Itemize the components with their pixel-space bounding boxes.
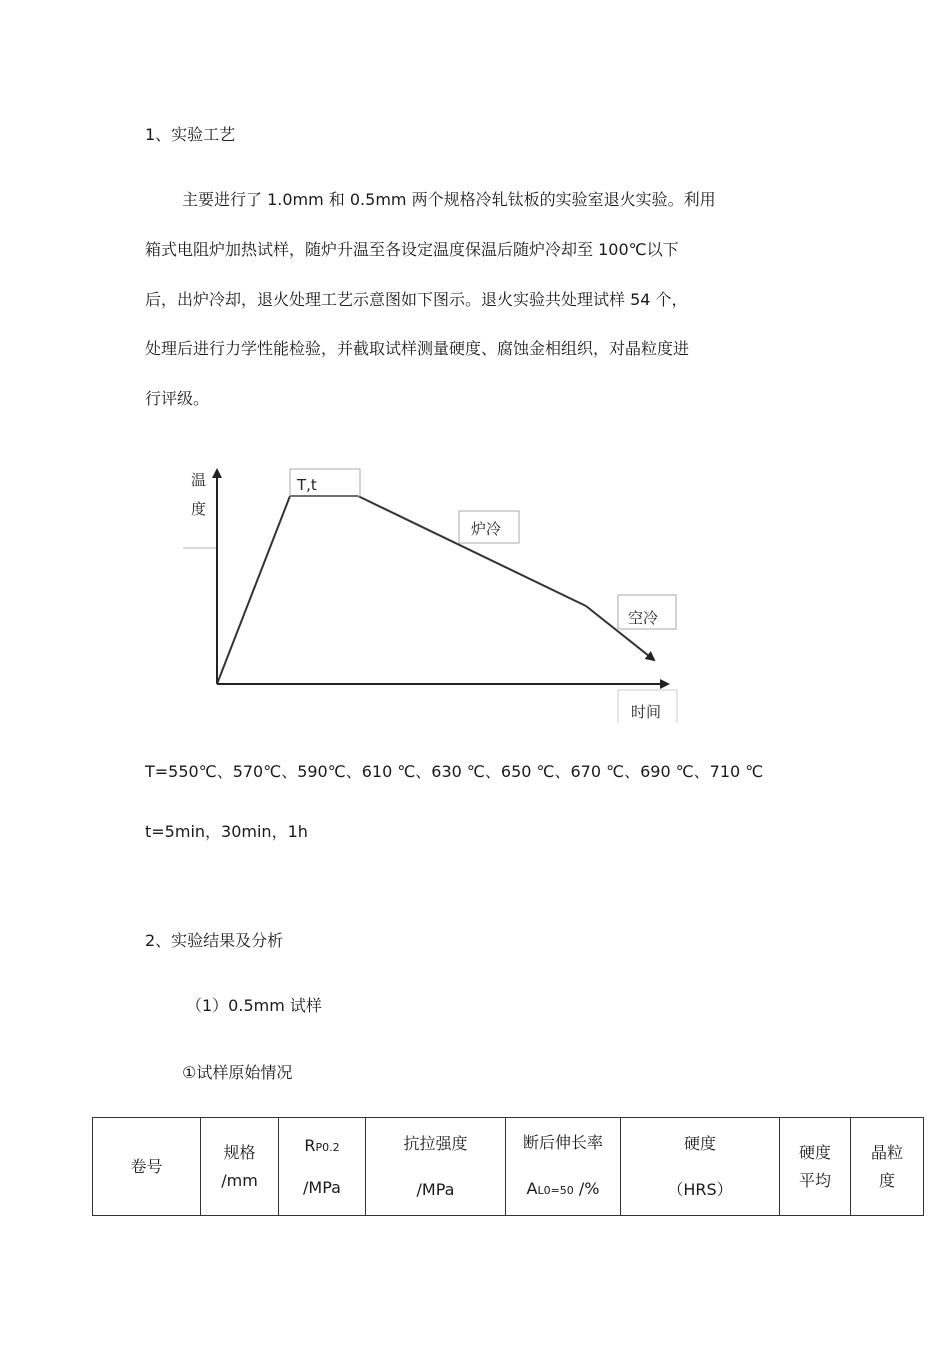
heating-line: [217, 496, 290, 684]
section-1-heading: 1、实验工艺: [145, 125, 236, 144]
col-hardness: [621, 1118, 780, 1216]
header-unit: /MPa: [416, 1179, 455, 1199]
section-2-heading: 2、实验结果及分析: [145, 931, 284, 950]
header-label: A: [526, 1178, 538, 1198]
hold-label: T,t: [297, 476, 317, 494]
header-label: 度: [878, 1170, 895, 1190]
paragraph-line: 箱式电阻炉加热试样，随炉升温至各设定温度保温后随炉冷却至 100℃以下: [145, 240, 679, 259]
sample-properties-table: [92, 1117, 924, 1216]
col-tensile-strength: [366, 1118, 506, 1216]
original-condition-item: ①试样原始情况: [182, 1063, 293, 1082]
col-elongation: [506, 1118, 621, 1216]
header-unit: /%: [573, 1178, 600, 1198]
temperature-list: T=550℃、570℃、590℃、610 ℃、630 ℃、650 ℃、670 ℃、690 ℃、710 ℃: [145, 762, 764, 781]
header-subscript: P0.2: [315, 1140, 340, 1154]
paragraph-line: 后，出炉冷却，退火处理工艺示意图如下图示。退火实验共处理试样 54 个，: [145, 290, 688, 309]
header-label: 平均: [798, 1170, 831, 1190]
header-label: 硬度: [798, 1142, 831, 1162]
col-coil-number: [93, 1118, 201, 1216]
col-hardness-average: [780, 1118, 851, 1216]
sample-subheading: （1）0.5mm 试样: [186, 996, 322, 1015]
header-label: 卷号: [130, 1156, 163, 1176]
y-axis-label-degree: 度: [191, 500, 207, 518]
paragraph-line: 处理后进行力学性能检验，并截取试样测量硬度、腐蚀金相组织，对晶粒度进: [145, 339, 690, 358]
header-label: 硬度: [683, 1133, 716, 1153]
air-cool-label: 空冷: [628, 609, 659, 627]
header-label: 晶粒: [870, 1142, 903, 1162]
header-label: 抗拉强度: [403, 1133, 468, 1153]
header-unit: （HRS）: [667, 1179, 733, 1199]
header-unit: /MPa: [303, 1177, 341, 1197]
table-header-row: [93, 1118, 924, 1216]
y-axis-label-temp: 温: [191, 471, 207, 489]
col-grain-size: [851, 1118, 924, 1216]
header-label: R: [304, 1135, 316, 1155]
furnace-cool-label: 炉冷: [471, 520, 502, 538]
paragraph-line: 主要进行了 1.0mm 和 0.5mm 两个规格冷轧钛板的实验室退火实验。利用: [182, 190, 716, 209]
header-subscript: L0=50: [537, 1183, 574, 1197]
header-label: 规格: [223, 1142, 256, 1162]
time-list: t=5min，30min，1h: [145, 822, 308, 841]
col-rp02: [279, 1118, 366, 1216]
col-spec: [201, 1118, 279, 1216]
paragraph-line: 行评级。: [145, 389, 210, 408]
header-unit: /mm: [221, 1170, 258, 1190]
header-label: 断后伸长率: [522, 1132, 603, 1152]
furnace-cool-line: [358, 496, 586, 606]
x-axis-label-time: 时间: [631, 703, 662, 721]
